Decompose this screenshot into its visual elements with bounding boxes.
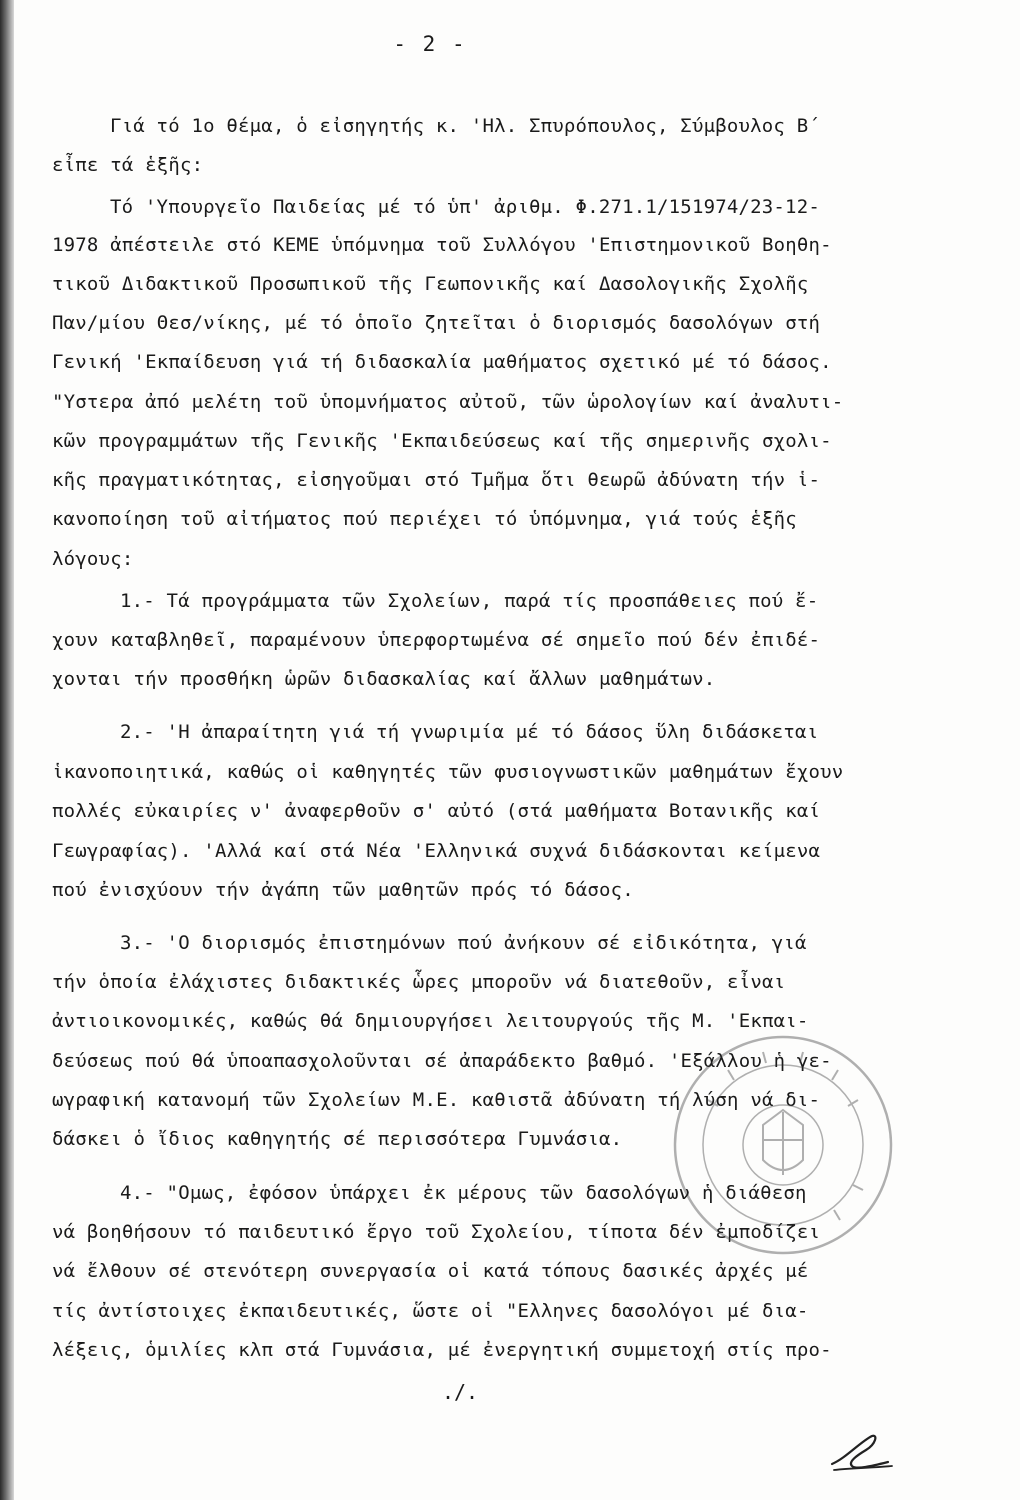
text-line: δεύσεως πού θά ὑποαπασχολοῦνται σέ ἀπαράδεκτο βαθμό. 'Εξάλλου ἡ γε-	[52, 1050, 832, 1072]
text-line: δάσκει ὁ ἴδιος καθηγητής σέ περισσότερα Γυμνάσια.	[52, 1128, 623, 1150]
list-item-1: 1.- Τά προγράμματα τῶν Σχολείων, παρά τίς προσπάθειες πού ἔ-	[120, 590, 819, 612]
text-line: Γιά τό 1ο θέμα, ὁ εἰσηγητής κ. 'Ηλ. Σπυρόπουλος, Σύμβουλος Β΄	[110, 115, 820, 137]
page-number: - 2 -	[393, 32, 467, 56]
text-line: χονται τήν προσθήκη ὡρῶν διδασκαλίας καί ἄλλων μαθημάτων.	[52, 668, 716, 690]
text-line: νά ἔλθουν σέ στενότερη συνεργασία οἱ κατά τόπους δασικές ἀρχές μέ	[52, 1260, 809, 1282]
text-line: 1978 ἀπέστειλε στό ΚΕΜΕ ὑπόμνημα τοῦ Συλλόγου 'Επιστημονικοῦ Βοηθη-	[52, 234, 832, 256]
text-line: κανοποίηση τοῦ αἰτήματος πού περιέχει τό ὑπόμνημα, γιά τούς ἑξῆς	[52, 508, 797, 530]
text-line: τικοῦ Διδακτικοῦ Προσωπικοῦ τῆς Γεωπονικῆς καί Δασολογικῆς Σχολῆς	[52, 273, 809, 295]
text-line: ἱκανοποιητικά, καθώς οἱ καθηγητές τῶν φυσιογνωστικῶν μαθημάτων ἔχουν	[52, 761, 844, 783]
signature-initials	[826, 1428, 898, 1476]
text-line: Τό 'Υπουργεῖο Παιδείας μέ τό ὑπ' ἀριθμ. Φ.271.1/151974/23-12-	[110, 196, 820, 218]
text-line: πολλές εὐκαιρίες ν' ἀναφερθοῦν σ' αὐτό (στά μαθήματα Βοτανικῆς καί	[52, 800, 821, 822]
text-line: Γενική 'Εκπαίδευση γιά τή διδασκαλία μαθήματος σχετικό μέ τό δάσος.	[52, 351, 832, 373]
text-line: κῆς πραγματικότητας, εἰσηγοῦμαι στό Τμῆμα ὅτι θεωρῶ ἀδύνατη τήν ἱ-	[52, 469, 821, 491]
list-item-4: 4.- "Ομως, ἐφόσον ὑπάρχει ἐκ μέρους τῶν δασολόγων ἡ διάθεση	[120, 1182, 807, 1204]
list-item-2: 2.- 'Η ἀπαραίτητη γιά τή γνωριμία μέ τό δάσος ὕλη διδάσκεται	[120, 721, 819, 743]
text-line: εἶπε τά ἑξῆς:	[52, 154, 204, 176]
text-line: τήν ὁποία ἐλάχιστες διδακτικές ὧρες μποροῦν νά διατεθοῦν, εἶναι	[52, 971, 786, 993]
text-line: πού ἐνισχύουν τήν ἀγάπη τῶν μαθητῶν πρός τό δάσος.	[52, 879, 634, 901]
text-line: χουν καταβληθεῖ, παραμένουν ὑπερφορτωμένα σέ σημεῖο πού δέν ἐπιδέ-	[52, 629, 821, 651]
continuation-mark: ./.	[441, 1380, 479, 1404]
list-item-3: 3.- 'Ο διορισμός ἐπιστημόνων πού ἀνήκουν σέ εἰδικότητα, γιά	[120, 932, 807, 954]
text-line: Γεωγραφίας). 'Αλλά καί στά Νέα 'Ελληνικά συχνά διδάσκονται κείμενα	[52, 840, 821, 862]
scan-edge-shadow	[0, 0, 14, 1500]
text-line: τίς ἀντίστοιχες ἐκπαιδευτικές, ὥστε οἱ "Ελληνες δασολόγοι μέ δια-	[52, 1300, 809, 1322]
text-line: Παν/μίου Θεσ/νίκης, μέ τό ὁποῖο ζητεῖται ὁ διορισμός δασολόγων στή	[52, 312, 821, 334]
text-line: νά βοηθήσουν τό παιδευτικό ἔργο τοῦ Σχολείου, τίποτα δέν ἐμποδίζει	[52, 1221, 821, 1243]
text-line: ἀντιοικονομικές, καθώς θά δημιουργήσει λειτουργούς τῆς Μ. 'Εκπαι-	[52, 1010, 809, 1032]
text-line: κῶν προγραμμάτων τῆς Γενικῆς 'Εκπαιδεύσεως καί τῆς σημερινῆς σχολι-	[52, 430, 832, 452]
text-line: "Υστερα ἀπό μελέτη τοῦ ὑπομνήματος αὐτοῦ, τῶν ὡρολογίων καί ἀναλυτι-	[52, 391, 844, 413]
text-line: λέξεις, ὁμιλίες κλπ στά Γυμνάσια, μέ ἐνεργητική συμμετοχή στίς προ-	[52, 1339, 832, 1361]
text-line: λόγους:	[52, 548, 134, 570]
text-line: ωγραφική κατανομή τῶν Σχολείων Μ.Ε. καθιστᾶ ἀδύνατη τή λύση νά δι-	[52, 1089, 821, 1111]
official-seal-stamp	[668, 1030, 898, 1260]
